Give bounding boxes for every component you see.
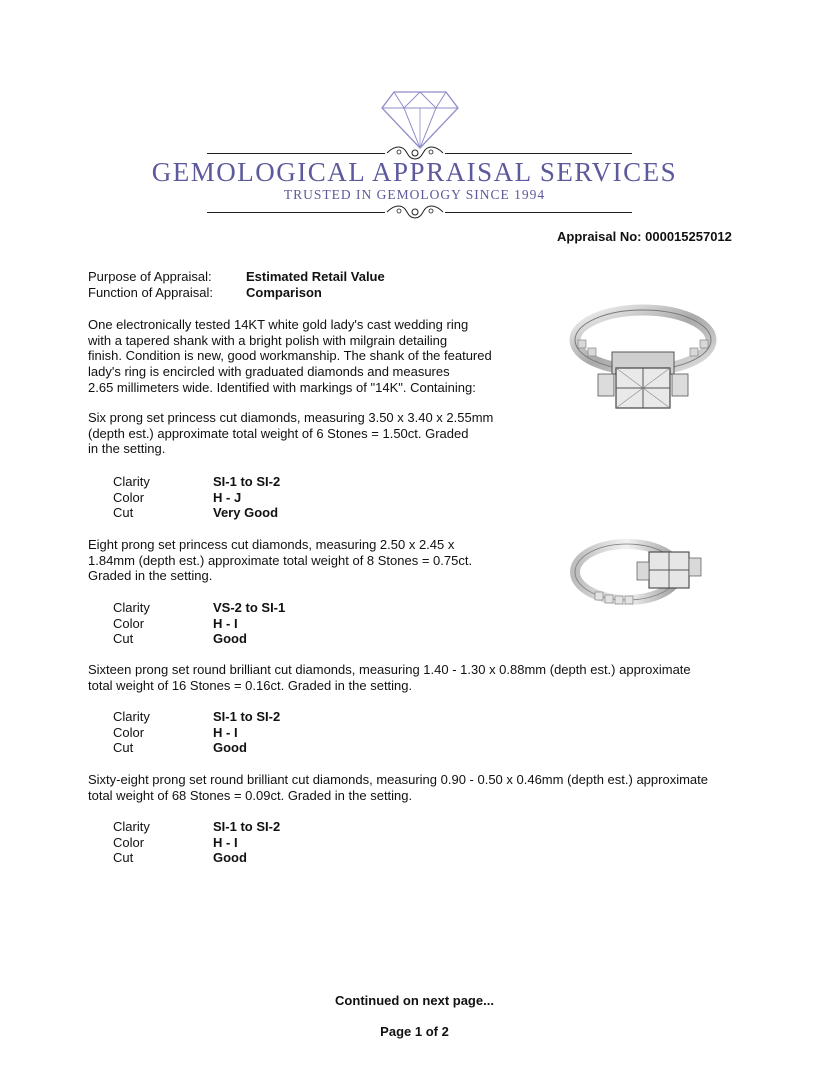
cut-label: Cut (113, 631, 134, 647)
header-bottom-rule-right (445, 212, 632, 213)
stone-group-2-grade-labels (113, 600, 150, 647)
item-description (88, 317, 492, 396)
color-value: H - I (213, 834, 238, 850)
stone-group-1-grade-labels (113, 474, 150, 521)
page-number: Page 1 of 2 (380, 1024, 449, 1039)
function-value: Comparison (246, 285, 322, 300)
clarity-value: SI-1 to SI-2 (213, 819, 281, 834)
stone-group-2-grade-values (213, 600, 285, 647)
stone-group-1-description (88, 410, 493, 457)
company-tagline: TRUSTED IN GEMOLOGY SINCE 1994 (283, 187, 546, 202)
cut-label: Cut (113, 740, 134, 756)
description-line: with a tapered shank with a bright polish with milgrain detailing (88, 332, 448, 348)
color-label: Color (113, 834, 145, 850)
color-value: H - I (213, 615, 238, 631)
color-label: Color (113, 724, 145, 740)
continued-note: Continued on next page... (335, 993, 494, 1008)
cut-value: Good (213, 631, 247, 647)
stone-line: Sixty-eight prong set round brilliant cut diamonds, measuring 0.90 - 0.50 x 0.46mm (depth est.) approximate (88, 772, 708, 787)
ring-photo-front (568, 300, 718, 420)
clarity-value: SI-1 to SI-2 (213, 474, 281, 489)
clarity-label: Clarity (113, 709, 150, 724)
clarity-label: Clarity (113, 819, 150, 834)
cut-value: Very Good (213, 505, 279, 521)
clarity-value: SI-1 to SI-2 (213, 709, 281, 724)
header-top-rule-right (445, 153, 632, 154)
stone-line: Sixteen prong set round brilliant cut diamonds, measuring 1.40 - 1.30 x 0.88mm (depth est.) approximate (88, 662, 691, 677)
purpose-value: Estimated Retail Value (246, 269, 385, 284)
color-value: H - J (213, 489, 242, 505)
color-label: Color (113, 615, 145, 631)
stone-group-2-description (88, 537, 472, 584)
ring-photo-angle (565, 522, 715, 622)
description-line: One electronically tested 14KT white gold lady's cast wedding ring (88, 317, 469, 332)
cut-label: Cut (113, 505, 134, 521)
stone-line: 1.84mm (depth est.) approximate total weight of 8 Stones = 0.75ct. (88, 552, 473, 568)
function-label: Function of Appraisal: (88, 285, 214, 300)
stone-line: (depth est.) approximate total weight of 6 Stones = 1.50ct. Graded (88, 425, 469, 441)
flourish-ornament-bottom-icon (385, 202, 445, 222)
cut-value: Good (213, 850, 247, 866)
cut-label: Cut (113, 850, 134, 866)
clarity-value: VS-2 to SI-1 (213, 600, 286, 615)
stone-group-4-description (88, 772, 708, 803)
header-top-rule-left (207, 153, 385, 154)
stone-line: Six prong set princess cut diamonds, measuring 3.50 x 3.40 x 2.55mm (88, 410, 494, 425)
stone-line: total weight of 68 Stones = 0.09ct. Graded in the setting. (88, 787, 413, 803)
stone-group-4-grade-labels (113, 819, 150, 866)
description-line: lady's ring is encircled with graduated diamonds and measures (88, 364, 450, 380)
stone-group-3-grade-labels (113, 709, 150, 756)
description-line: 2.65 millimeters wide. Identified with markings of "14K". Containing: (88, 379, 476, 395)
stone-line: Graded in the setting. (88, 568, 213, 584)
stone-group-3-description (88, 662, 691, 693)
purpose-label: Purpose of Appraisal: (88, 269, 212, 284)
company-name: GEMOLOGICAL APPRAISAL SERVICES (151, 157, 678, 187)
stone-line: total weight of 16 Stones = 0.16ct. Graded in the setting. (88, 677, 413, 693)
clarity-label: Clarity (113, 600, 150, 615)
stone-line: Eight prong set princess cut diamonds, measuring 2.50 x 2.45 x (88, 537, 455, 552)
cut-value: Good (213, 740, 247, 756)
color-value: H - I (213, 724, 238, 740)
stone-group-1-grade-values (213, 474, 280, 521)
stone-line: in the setting. (88, 441, 166, 457)
color-label: Color (113, 489, 145, 505)
clarity-label: Clarity (113, 474, 150, 489)
description-line: finish. Condition is new, good workmanship. The shank of the featured (88, 348, 492, 364)
appraisal-number: Appraisal No: 000015257012 (557, 229, 732, 244)
stone-group-4-grade-values (213, 819, 280, 866)
stone-group-3-grade-values (213, 709, 280, 756)
header-bottom-rule-left (207, 212, 385, 213)
diamond-logo-icon (380, 90, 460, 150)
